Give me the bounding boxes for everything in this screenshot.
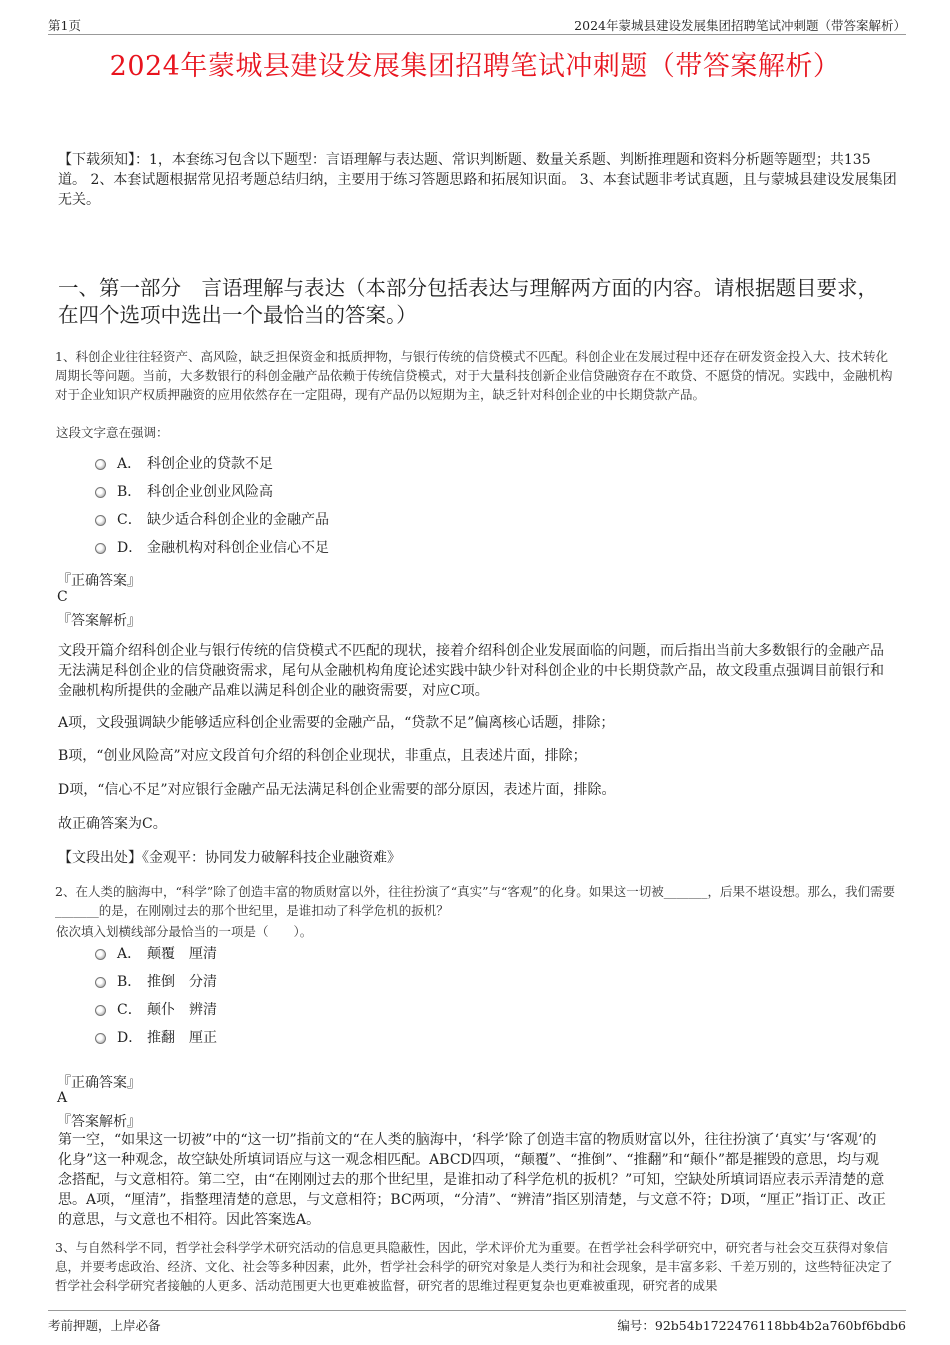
q2-prompt: 依次填入划横线部分最恰当的一项是（ ）。 bbox=[56, 924, 313, 939]
q1-option-c[interactable]: C． 缺少适合科创企业的金融产品 bbox=[95, 508, 329, 536]
q1-option-b[interactable]: B． 科创企业创业风险高 bbox=[95, 480, 329, 508]
radio-button-icon[interactable] bbox=[95, 949, 106, 960]
q1-correct-answer-label: 『正确答案』 bbox=[57, 573, 141, 589]
page-number: 第1页 bbox=[48, 18, 81, 33]
q1-answer: C bbox=[57, 589, 68, 605]
radio-button-icon[interactable] bbox=[95, 487, 106, 498]
page-header bbox=[48, 14, 906, 35]
header-doc-title: 2024年蒙城县建设发展集团招聘笔试冲刺题（带答案解析） bbox=[574, 18, 906, 33]
q1-options bbox=[95, 452, 329, 564]
q1-analysis-a: A项，文段强调缺少能够适应科创企业需要的金融产品，“贷款不足”偏离核心话题，排除； bbox=[58, 715, 615, 731]
q3-stem: 3、与自然科学不同，哲学社会科学学术研究活动的信息更具隐蔽性，因此，学术评价尤为重要。在哲学社会科学研究中，研究者与社会交互获得对象信息，并要考虑政治、经济、文化、社会等多种因素，此外，哲学社会科学的研究对象是人类行为和社会现象，是丰富多彩、千差万别的，这些特征决定了哲学社会科学研究者接触的人更多、活动范围更大也更难被监督，研究者的思维过程更复杂也更难被重现，研究者的成果 bbox=[55, 1240, 893, 1293]
radio-button-icon[interactable] bbox=[95, 1005, 106, 1016]
q2-option-c[interactable]: C． 颠仆 辨清 bbox=[95, 998, 217, 1026]
q2-option-b[interactable]: B． 推倒 分清 bbox=[95, 970, 217, 998]
q2-options bbox=[95, 942, 217, 1054]
q1-option-a[interactable]: A． 科创企业的贷款不足 bbox=[95, 452, 329, 480]
q2-stem: 2、在人类的脑海中，“科学”除了创造丰富的物质财富以外，往往扮演了“真实”与“客观”的化身。如果这一切被_______，后果不堪设想。那么，我们需要_______的是，在刚刚过去的那个世纪里，是谁扣动了科学危机的扳机？ bbox=[55, 884, 896, 918]
q2-option-a[interactable]: A． 颠覆 厘清 bbox=[95, 942, 217, 970]
q2-correct-answer-label: 『正确答案』 bbox=[57, 1075, 141, 1091]
radio-button-icon[interactable] bbox=[95, 515, 106, 526]
q1-source: 【文段出处】《金观平：协同发力破解科技企业融资难》 bbox=[58, 850, 401, 866]
q2-analysis-label: 『答案解析』 bbox=[57, 1114, 141, 1130]
footer-serial: 编号：92b54b1722476118bb4b2a760bf6bdb6 bbox=[617, 1318, 906, 1333]
footer-slogan: 考前押题，上岸必备 bbox=[48, 1318, 161, 1333]
q1-analysis-d: D项，“信心不足”对应银行金融产品无法满足科创企业需要的部分原因，表述片面，排除。 bbox=[58, 782, 616, 798]
document-title: 2024年蒙城县建设发展集团招聘笔试冲刺题（带答案解析） bbox=[109, 51, 841, 82]
q1-option-d[interactable]: D． 金融机构对科创企业信心不足 bbox=[95, 536, 329, 564]
radio-button-icon[interactable] bbox=[95, 459, 106, 470]
download-notice: 【下载须知】：1，本套练习包含以下题型：言语理解与表达题、常识判断题、数量关系题、判断推理题和资料分析题等题型；共135道。 2、本套试题根据常见招考题总结归纳，主要用于练习答题思路和拓展知识面。 3、本套试题非考试真题，且与蒙城县建设发展集团无关。 bbox=[58, 152, 897, 208]
radio-button-icon[interactable] bbox=[95, 1033, 106, 1044]
q1-stem: 1、科创企业往往轻资产、高风险，缺乏担保资金和抵质押物，与银行传统的信贷模式不匹配。科创企业在发展过程中还存在研发资金投入大、技术转化周期长等问题。当前，大多数银行的科创金融产品依赖于传统信贷模式，对于大量科技创新企业信贷融资存在不敢贷、不愿贷的情况。实践中，金融机构对于企业知识产权质押融资的应用依然存在一定阻碍，现有产品仍以短期为主，缺乏针对科创企业的中长期贷款产品。 bbox=[55, 349, 893, 402]
q1-analysis-label: 『答案解析』 bbox=[57, 613, 141, 629]
q2-analysis: 第一空，“如果这一切被”中的“这一切”指前文的“在人类的脑海中，‘科学’除了创造丰富的物质财富以外，往往扮演了‘真实’与‘客观’的化身”这一种观念，故空缺处所填词语应与这一观念相匹配。ABCD四项，“颠覆”、“推倒”、“推翻”和“颠仆”都是摧毁的意思，均与观念搭配，与文意相符。第二空，由“在刚刚过去的那个世纪里，是谁扣动了科学危机的扳机？”可知，空缺处所填词语应表示弄清楚的意思。A项，“厘清”，指整理清楚的意思，与文意相符；BC两项，“分清”、“辨清”指区别清楚，与文意不符；D项，“厘正”指订正、改正的意思，与文意也不相符。因此答案选A。 bbox=[58, 1132, 886, 1228]
section-heading: 一、第一部分 言语理解与表达（本部分包括表达与理解两方面的内容。请根据题目要求，在四个选项中选出一个最恰当的答案。） bbox=[58, 276, 878, 327]
q1-analysis-b: B项，“创业风险高”对应文段首句介绍的科创企业现状，非重点，且表述片面，排除； bbox=[58, 748, 587, 764]
radio-button-icon[interactable] bbox=[95, 977, 106, 988]
q2-answer: A bbox=[57, 1090, 68, 1106]
q1-analysis-conclusion: 故正确答案为C。 bbox=[58, 816, 167, 832]
q1-prompt: 这段文字意在强调： bbox=[56, 425, 169, 440]
q2-option-d[interactable]: D． 推翻 厘正 bbox=[95, 1026, 217, 1054]
q1-analysis-main: 文段开篇介绍科创企业与银行传统的信贷模式不匹配的现状，接着介绍科创企业发展面临的问题，而后指出当前大多数银行的金融产品无法满足科创企业的信贷融资需求，尾句从金融机构角度论述实践中缺少针对科创企业的中长期贷款产品，故文段重点强调目前银行和金融机构所提供的金融产品难以满足科创企业的融资需要，对应C项。 bbox=[58, 643, 884, 699]
radio-button-icon[interactable] bbox=[95, 543, 106, 554]
page-footer bbox=[48, 1310, 906, 1333]
